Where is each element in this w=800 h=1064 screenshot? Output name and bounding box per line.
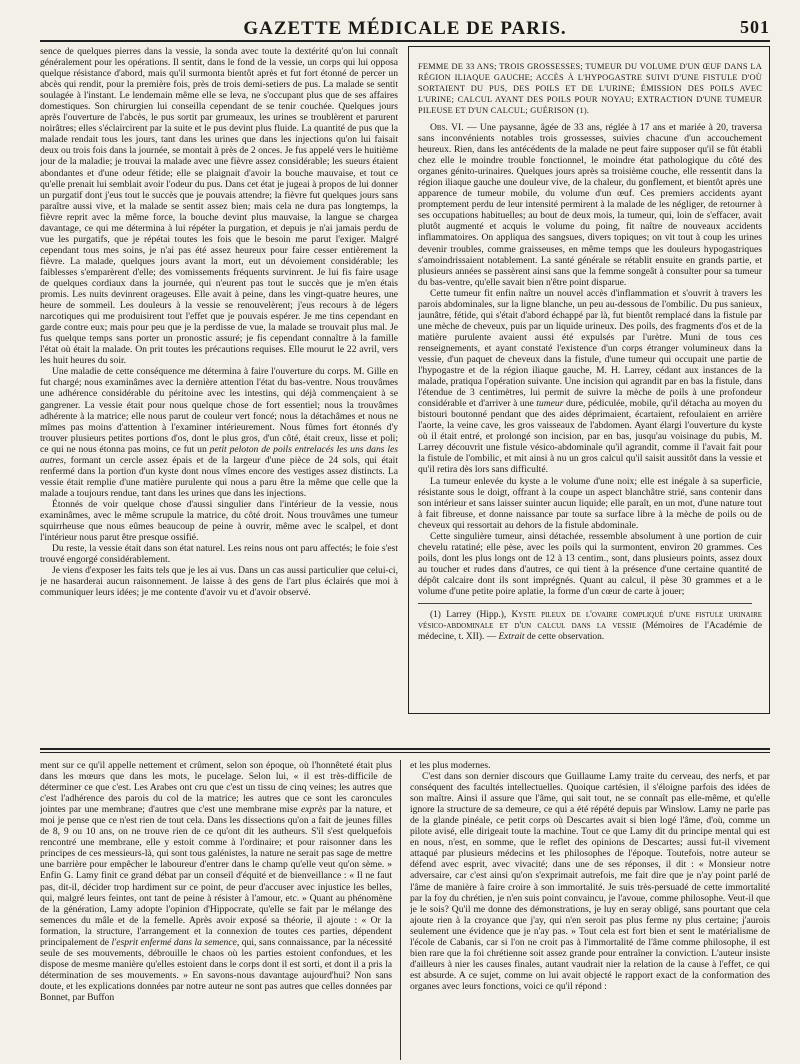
- journal-title: GAZETTE MÉDICALE DE PARIS.: [243, 18, 567, 39]
- paragraph: Une maladie de cette conséquence me détermina à faire l'ouverture du corps. M. Gille en fut chargé; nous examinâmes avec la dernière attention l'état du bas-ventre. Nous trouvâmes une adhérence considérable du péritoine avec les intestins, qui déjà commençaient à se gangrener. La vessie était pour nous quelque chose de fort essentiel; nous la trouvâmes adhérente à la matrice; elle nous parut de couleur vert foncé; nous la détachâmes et nous ne mîmes pas moins d'attention à l'examiner intérieurement. Nous fûmes fort étonnés d'y trouver plusieurs petites portions d'os, dont le plus gros, d'un côté, était creux, lisse et poli; ce qui ne nous étonna pas moins, ce fut un petit peloton de poils entrelacés les uns dans les autres, formant un cercle assez épais et de la largeur d'une pièce de 24 sols, qui était renfermé dans la portion d'un kyste dont nous vîmes encore des vestiges assez distincts. La vessie était remplie d'une matière purulente qui nous a paru être la même que celle que la malade a toujours rendue, tant dans les urines que dans les injections.: [40, 366, 398, 499]
- footnote: (1) Larrey (Hipp.), Kyste pileux de l'ovaire compliqué d'une fistule urinaire vésico-abdominale et d'un calcul dans la vessie (Mémoires de l'Académie de médecine, t. XII). — Extrait de cette observation.: [418, 610, 762, 643]
- column-divider: [400, 760, 401, 1060]
- emphasis: petit peloton de poils entrelacés les uns dans les autres,: [40, 443, 398, 466]
- footnote-divider: [418, 603, 752, 604]
- paragraph: Je viens d'exposer les faits tels que je les ai vus. Dans un cas aussi particulier que celui-ci, je ne hasarderai aucun raisonnement. Je laisse à des gens de l'art plus éclairés que moi à communiquer leurs idées; je me contente d'avoir vu et d'avoir observé.: [40, 565, 398, 599]
- page-number: 501: [740, 17, 770, 37]
- paragraph: Obs. VI. — Une paysanne, âgée de 33 ans, réglée à 17 ans et mariée à 20, traversa sans inconvénients notables trois grossesses, suivies chacune d'un accouchement heureux. Rien, dans les antécédents de la malade ne peut faire supposer qu'il se fût établi chez elle le moindre trouble fonctionnel, le moindre état pathologique du côté des organes génito-urinaires. Quelques jours après sa troisième couche, elle ressentit dans la région iliaque gauche une douleur vive, de la chaleur, du gonflement, et bientôt après une apparence de tumeur mobile, du volume d'un œuf. Ces premiers accidents ayant promptement perdu de leur intensité permirent à la malade de les négliger, de retourner à ses occupations habituelles; au bout de deux mois, la tumeur, qui, loin de s'effacer, avait plutôt augmenté et acquis le volume du poing, fit naître de nouveaux accidents inflammatoires. On appliqua des sangsues, divers topiques; on vit tout à coup les urines devenir troubles, comme graisseuses, en même temps que les douleurs hypogastriques s'amoindrissaient notablement. La santé générale se rétablit ensuite en grands partie, et plusieurs années se passèrent ainsi sans que la femme songeât à consulter pour sa tumeur du bas-ventre, qu'elle savait bien n'être point disparue.: [418, 122, 762, 288]
- paragraph: Du reste, la vessie était dans son état naturel. Les reins nous ont paru affectés; le foie s'est trouvé engorgé considérablement.: [40, 543, 398, 566]
- paragraph: Cette tumeur fit enfin naître un nouvel accès d'inflammation et s'ouvrit à travers les parois abdominales, sur la ligne blanche, un peu au-dessous de l'ombilic. Du pus sanieux, jaunâtre, fétide, qui s'était d'abord échappé par là, fut bientôt remplacé dans la fistule par une mèche de cheveux, puis par un liquide urineux. Des poils, des fragments d'os et de la matière purulente avaient aussi été expulsés par l'urètre. Muni de tous ces renseignements, et ayant constaté l'existence d'un corps étranger volumineux dans la vessie, d'un paquet de cheveux dans la fistule, d'une tumeur qui occupait une partie de l'hypogastre et de la région iliaque gauche, M. H. Larrey, cédant aux instances de la malade, pratiqua l'opération suivante. Une incision qui agrandit par en bas la fistule, dans l'étendue de 3 centimètres, lui permit de suivre la mèche de poils à une profondeur considérable et d'arriver à une tumeur dure, pédiculée, mobile, qu'il détacha au moyen du bistouri boutonné pendant que des aides déprimaient, écartaient, refoulaient en arrière l'aorte, la veine cave, les gros vaisseaux de l'abdomen. Ayant élargi l'ouverture du kyste où il était entré, et prolongé son incision, par en bas, jusqu'au voisinage du pubis, M. Larrey découvrit une fistule vésico-abdominale qu'il agrandit, comme il l'avait fait pour la fistule de l'ombilic, et mit ainsi à nu un gros calcul qu'il saisit aussitôt dans la vessie et qu'il retira dès lors sans difficulté.: [418, 287, 762, 476]
- observation-box: [408, 46, 770, 714]
- lower-right-column: [410, 760, 770, 1058]
- lower-left-column: [40, 760, 392, 1058]
- paragraph: La tumeur enlevée du kyste a le volume d'une noix; elle est inégale à sa superficie, résistante sous le doigt, offrant à la coupe un aspect blanchâtre strié, sans contenir dans son intérieur et sans laisser suinter aucun liquide; elle paraît, en un mot, d'une nature tout à fait fibreuse, et donne naissance par toute sa surface libre à la mèche de poils ou de cheveux qui ressortait au dehors de la fistule abdominale.: [418, 475, 762, 531]
- paragraph: et les plus modernes.: [410, 760, 491, 771]
- observation-heading: FEMME DE 33 ANS; TROIS GROSSESSES; TUMEUR DU VOLUME D'UN ŒUF DANS LA RÉGION ILIAQUE GAUCHE; ACCÈS À L'HYPOGASTRE SUIVI D'UNE FISTULE D'OÙ SORTAIENT DU PUS, DES POILS ET DE L'URINE; ÉMISSION DES POILS AVEC L'URINE; CALCUL AYANT DES POILS POUR NOYAU; EXTRACTION D'UNE TUMEUR PILEUSE ET D'UN CALCUL; GUÉRISON (1).: [418, 62, 762, 115]
- section-divider-thin: [40, 752, 770, 753]
- paragraph: Étonnés de voir quelque chose d'aussi singulier dans l'intérieur de la vessie, nous examinâmes, avec le même scrupule la matrice, du côté droit. Nous trouvâmes une tumeur squirrheuse que nous eûmes beaucoup de peine à ouvrir, même avec le scalpel, et dont l'intérieur nous parut être presque ossifié.: [40, 498, 398, 544]
- paragraph: sence de quelques pierres dans la vessie, la sonda avec toute la dextérité qu'on lui connaît généralement pour les opérations. Il sentit, dans le fond de la vessie, un corps qui lui opposa quelque résistance d'abord, mais qu'il surmonta bientôt après et fut fort étonné de percer un abcès qui rendit, pour la première fois, près de trois demi-setiers de pus. La malade se sentit soulagée à l'instant. Le lendemain même elle se leva, ne s'occupant plus que de ses affaires domestiques. Son chirurgien lui conseilla cependant de se tenir couchée. Quelques jours après l'ouverture de l'abcès, le pus sortit par grumeaux, les urines se troublèrent et parurent noirâtres; elles s'éclaircirent par la suite et le pus devint plus fluide. La quantité de pus que la malade rendait tous les jours, tant dans les urines que dans les injections qu'on lui faisait deux ou trois fois dans la journée, se montait à près de 2 onces. Je fus appelé vers le huitième jour de la maladie; je trouvai la malade avec une fièvre assez considérable; les sueurs étaient abondantes et d'une odeur fétide; elle se plaignait d'avoir la bouche mauvaise, et tout ce qu'elle prenait lui semblait avoir l'odeur du pus. Dans cet état je jugeai à propos de lui donner un purgatif dont j'eus tout le succès que je pouvais attendre; la fièvre fut quelques jours sans paraître aussi vive, et la malade se sentit assez bien; mais cela ne dura pas longtemps, la fièvre reprit avec la même force, la bouche devint plus mauvaise, la langue se chargea davantage, ce qui me détermina à lui répéter la purgation, et depuis je n'ai jamais perdu de vue les purgatifs, que je répétai toutes les fois que le besoin me parut l'exiger. Malgré cependant tous mes soins, je n'ai pas été assez heureux pour faire cesser entièrement la fièvre. La malade, quelques jours avant la mort, eut un dévoiement considérable; les faiblesses s'emparèrent d'elle; des vomissements fréquents survinrent. Je lui fis faire usage de quelques cordiaux dans la journée, qui n'eurent pas tout le succès que je m'en étais promis. Les nuits devinrent orageuses. Elle avait à peine, dans les vingt-quatre heures, une heure de sommeil. Les douleurs à la vessie se renouvelèrent; j'eus recours à de légers narcotiques qui me produisirent tout l'effet que je pouvais espérer. Je me tins cependant en garde contre eux; mais pour peu que je la perdisse de vue, la malade se trouvait plus mal. Je fus quelque temps sans porter un pronostic assuré; je fis cependant connaître à la famille l'état où était la malade. On prit toutes les précautions requises. Elle mourut le 22 avril, vers les huit heures du soir.: [40, 46, 398, 367]
- paragraph: ment sur ce qu'il appelle nettement et crûment, selon son époque, où l'honnêteté était plus dans les mœurs que dans les mots, le pucelage. Selon lui, « il est très-difficile de déterminer ce que c'est. Les Arabes ont cru que c'est un tissu de cinq veines; les autres que c'est l'adhérence des parois du col de la matrice; les autres que ce sont les caroncules jointes par une membrane; d'autres que c'est une membrane mise exprès par la nature, et moi je pense que ce n'est rien de tout cela. Dans les dissections qu'on a fait de jeunes filles de 8, 9 ou 10 ans, on ne trouve rien de ce qu'ont dit les autheurs. S'il s'est quelquefois rencontré une membrane, elle y estoit comme à l'ordinaire; et pour raisonner dans les principes de ces messieurs-là, qui sont tous galénistes, la nature ne serait pas sage de mettre une barrière pour empêcher le laboureur d'entrer dans le champ qu'elle veut qu'on sème. » Enfin G. Lamy finit ce grand débat par un conseil d'équité et de bienveillance : « Il ne faut pas, dit-il, décider trop hardiment sur ce point, de peur d'accuser avec injustice les belles, qui, malgré leurs feintes, ont tant de peine à résister à l'amour, etc. » Quant au phénomène de la génération, Lamy adopte l'opinion d'Hippocrate, qu'elle se fait par le mélange des semences du mâle et de la femelle. Après avoir exposé sa théorie, il ajoute : « Or la formation, la structure, l'arrangement et la connexion de toutes ces parties, dépendent principalement de l'esprit enfermé dans la semence, qui, sans connaissance, par la nécessité seule de ses mouvements, débrouille le chaos où les parties estoient confondues, et les dispose de mesme manière qu'elles estoient dans le corps dont il est sorti, et dont il a pris la détermination de ses mouvements. » En savons-nous davantage aujourd'hui? Non sans doute, et les explications données par notre auteur ne sont pas autres que celles données par Bonnet, par Buffon: [40, 760, 392, 1003]
- page-header: [40, 16, 770, 42]
- section-divider: [40, 748, 770, 750]
- paragraph: C'est dans son dernier discours que Guillaume Lamy traite du cerveau, des nerfs, et par conséquent des facultés intellectuelles. Quoique cartésien, il s'éloigne parfois des idées de son maître. Ainsi il assure que l'âme, qui sait tout, ne se connaît pas elle-même, et qu'elle ignore la structure de sa demeure, ce qui a été répété depuis par Winslow. Lamy ne parle pas de la glande pinéale, ce petit corps où Descartes avait si bien logé l'âme, d'où, comme un pilote avisé, elle dirigeait toute la machine. Tout ce que Lamy dit du principe mental qui est en nous, n'est, en somme, que le reflet des opinions de Descartes; aussi fut-il vivement attaqué par plusieurs médecins et les philosophes de l'époque. Toutefois, notre auteur se défend avec esprit, avec vivacité; dans une de ses réponses, il dit : « Monsieur notre adversaire, car c'est ainsi qu'on s'exprimait autrefois, me fait dire que je n'ay point parlé de l'âme de manière à faire croire à son immortalité. Je suis très-persuadé de cette immortalité par la foy du chrétien, je n'en suis point convaincu, je l'avoue, comme philosophe. Veut-il que je le sois? Qu'il me donne des démonstrations, je luy en seray obligé, sans pourtant que cela ajoute rien à la croyance que j'ay, qui n'en seroit pas plus ferme ny plus certaine; j'aurois seulement une évidence que je n'ay pas. » Tout cela est fort bien et sent le matérialisme de l'école de Cabanis, car si l'on ne croit pas à l'immortalité de l'âme comme philosophe, il est bien rare que la foi chrétienne soit assez grande pour entraîner la conviction. L'auteur insiste d'ailleurs à nier les causes finales, autant vaudrait nier la relation de la cause à l'effet, ce qui est absurde. A ce sujet, comme on lui avait objecté le rapport exact de la conformation des organes avec leurs fonctions, voici ce qu'il répond :: [410, 771, 770, 992]
- upper-left-column: [40, 46, 398, 718]
- paragraph: Cette singulière tumeur, ainsi détachée, ressemble absolument à une portion de cuir chevelu ratatiné; elle pèse, avec les poils qui la surmontent, environ 20 grammes. Ces poils, dont les plus longs ont de 12 à 13 centim., sont, dans plusieurs points, assez doux au toucher et rudes dans d'autres, ce qui tient à la présence d'une certaine quantité de dépôt calcaire dont ils sont imprégnés. Quant au calcul, il pèse 30 grammes et a le volume d'une petite poire aplatie, la forme d'un cœur de carte à jouer;: [418, 530, 762, 597]
